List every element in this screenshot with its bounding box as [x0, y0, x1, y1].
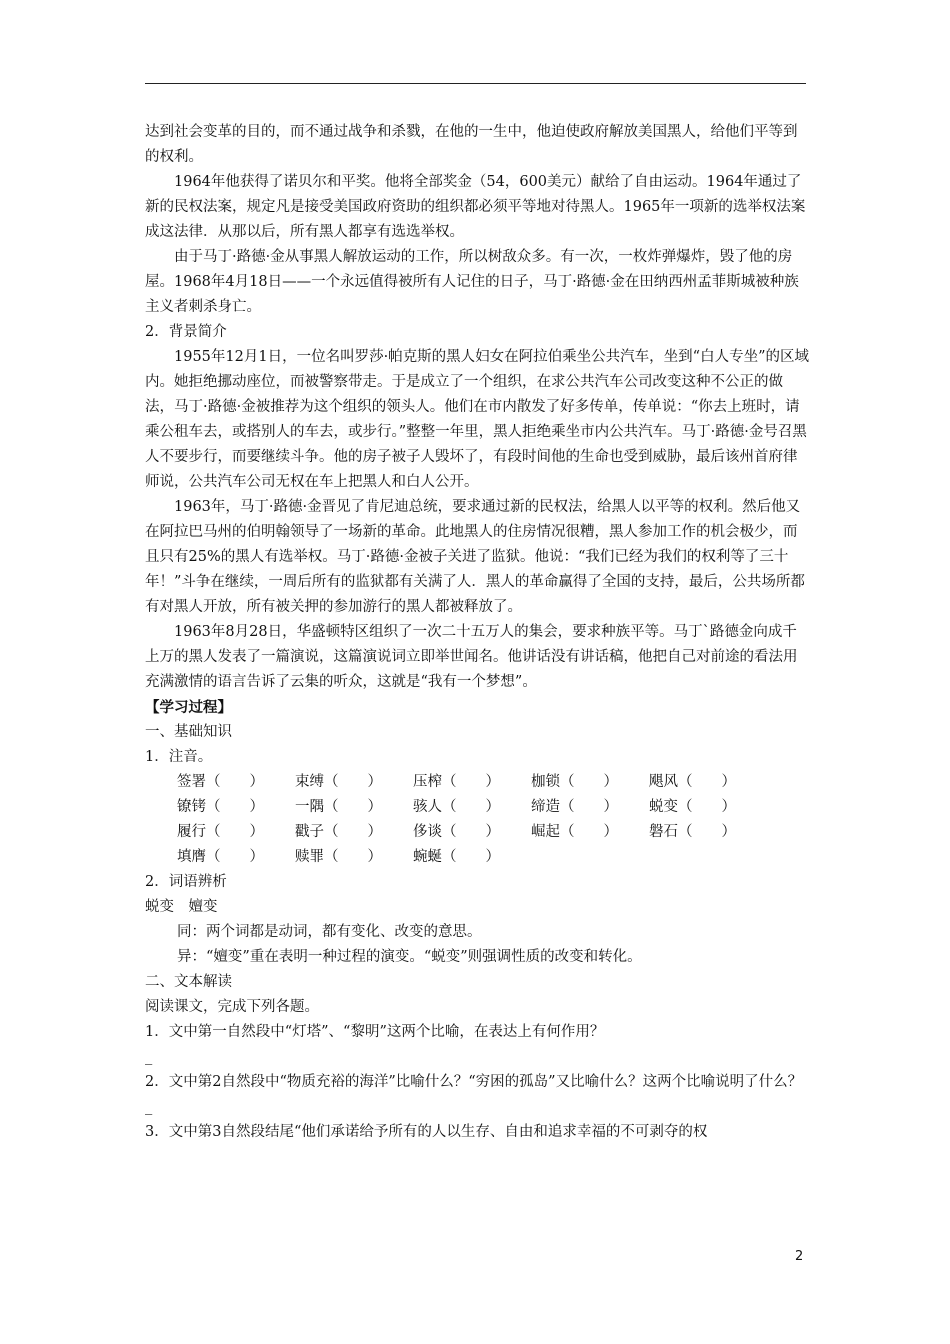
pinyin-grid: [145, 770, 810, 870]
header-rule: [145, 83, 806, 84]
pinyin-item: 缔造（ ）: [531, 799, 618, 815]
paragraph: 1963年8月28日，华盛顿特区组织了一次二十五万人的集会，要求种族平等。马丁`路德金向成千上万的黑人发表了一篇演说，这篇演说词立即举世闻名。他讲话没有讲话稿，他把自己对前途的看法用充满激情的语言告诉了云集的听众，这就是“我有一个梦想”。: [145, 624, 798, 690]
document-body: [145, 120, 810, 1145]
pinyin-item: 填膺（ ）: [177, 849, 264, 865]
pinyin-item: 枷锁（ ）: [531, 774, 618, 790]
pinyin-item: 侈谈（ ）: [413, 824, 500, 840]
learning-process-heading: 【学习过程】: [145, 699, 232, 716]
word-diff: 异：“嬗变”重在表明一种过程的演变。“蜕变”则强调性质的改变和转化。: [177, 949, 642, 965]
paragraph: 1955年12月1日，一位名叫罗莎·帕克斯的黑人妇女在阿拉伯乘坐公共汽车，坐到“白人专坐”的区域内。她拒绝挪动座位，而被警察带走。于是成立了一个组织，在求公共汽车公司改变这种不公正的做法，马丁·路德·金被推荐为这个组织的领头人。他们在市内散发了好多传单，传单说：“你去上班时，请乘公租车去，或搭别人的车去，或步行。”整整一年里，黑人拒绝乘坐市内公共汽车。马丁·路德·金号召黑人不要步行，而要继续斗争。他的房子被子人毁坏了，有段时间他的生命也受到威胁，最后该州首府律师说，公共汽车公司无权在车上把黑人和白人公开。: [145, 349, 810, 490]
pinyin-item: 蜿蜒（ ）: [413, 849, 500, 865]
pinyin-item: 镣铐（ ）: [177, 799, 264, 815]
paragraph: 1963年，马丁·路德·金晋见了肯尼迪总统，要求通过新的民权法，给黑人以平等的权利。然后他又在阿拉巴马州的伯明翰领导了一场新的革命。此地黑人的住房情况很糟，黑人参加工作的机会极少，而且只有25%的黑人有选举权。马丁·路德·金被子关进了监狱。他说：“我们已经为我们的权利等了三十年！”斗争在继续，一周后所有的监狱都有关满了人．黑人的革命赢得了全国的支持，最后，公共场所都有对黑人开放，所有被关押的参加游行的黑人都被释放了。: [145, 499, 805, 615]
question-3: 3．文中第3自然段结尾“他们承诺给予所有的人以生存、自由和追求幸福的不可剥夺的权: [145, 1124, 708, 1140]
pinyin-item: 蜕变（ ）: [649, 799, 736, 815]
pinyin-title: 1．注音。: [145, 749, 213, 765]
word-same: 同：两个词都是动词，都有变化、改变的意思。: [177, 924, 482, 940]
pinyin-item: 骇人（ ）: [413, 799, 500, 815]
pinyin-item: 履行（ ）: [177, 824, 264, 840]
paragraph: 由于马丁·路德·金从事黑人解放运动的工作，所以树敌众多。有一次，一枚炸弹爆炸，毁了他的房屋。1968年4月18日——一个永远值得被所有人记住的日子，马丁·路德·金在田纳西州孟菲斯城被种族主义者刺杀身亡。: [145, 249, 799, 315]
page-number: 2: [795, 1249, 804, 1264]
part-two-title: 二、文本解读: [145, 974, 232, 990]
pinyin-item: 签署（ ）: [177, 774, 264, 790]
section-title-background: 2．背景简介: [145, 324, 227, 340]
question-2: 2．文中第2自然段中“物质充裕的海洋”比喻什么？“穷困的孤岛”又比喻什么？这两个比喻说明了什么？: [145, 1074, 803, 1090]
instruction: 阅读课文，完成下列各题。: [145, 999, 319, 1015]
pinyin-item: 束缚（ ）: [295, 774, 382, 790]
pinyin-item: 磐石（ ）: [649, 824, 736, 840]
question-1: 1．文中第一自然段中“灯塔”、“黎明”这两个比喻，在表达上有何作用？: [145, 1024, 605, 1040]
paragraph: 达到社会变革的目的，而不通过战争和杀戮，在他的一生中，他迫使政府解放美国黑人，给他们平等到的权利。: [145, 124, 798, 165]
pinyin-item: 一隅（ ）: [295, 799, 382, 815]
pinyin-item: 赎罪（ ）: [295, 849, 382, 865]
paragraph: 1964年他获得了诺贝尔和平奖。他将全部奖金（54，600美元）献给了自由运动。1964年通过了新的民权法案，规定凡是接受美国政府资助的组织都必须平等地对待黑人。1965年一项新的选举权法案成这法律．从那以后，所有黑人都享有选选举权。: [145, 174, 806, 240]
word-pair: 蜕变 嬗变: [145, 899, 218, 915]
answer-blank: [145, 1095, 810, 1120]
pinyin-item: 压榨（ ）: [413, 774, 500, 790]
part-one-title: 一、基础知识: [145, 724, 232, 740]
word-analysis-title: 2．词语辨析: [145, 874, 227, 890]
pinyin-item: 崛起（ ）: [531, 824, 618, 840]
pinyin-item: 戳子（ ）: [295, 824, 382, 840]
pinyin-item: 飓风（ ）: [649, 774, 736, 790]
answer-blank: [145, 1045, 810, 1070]
